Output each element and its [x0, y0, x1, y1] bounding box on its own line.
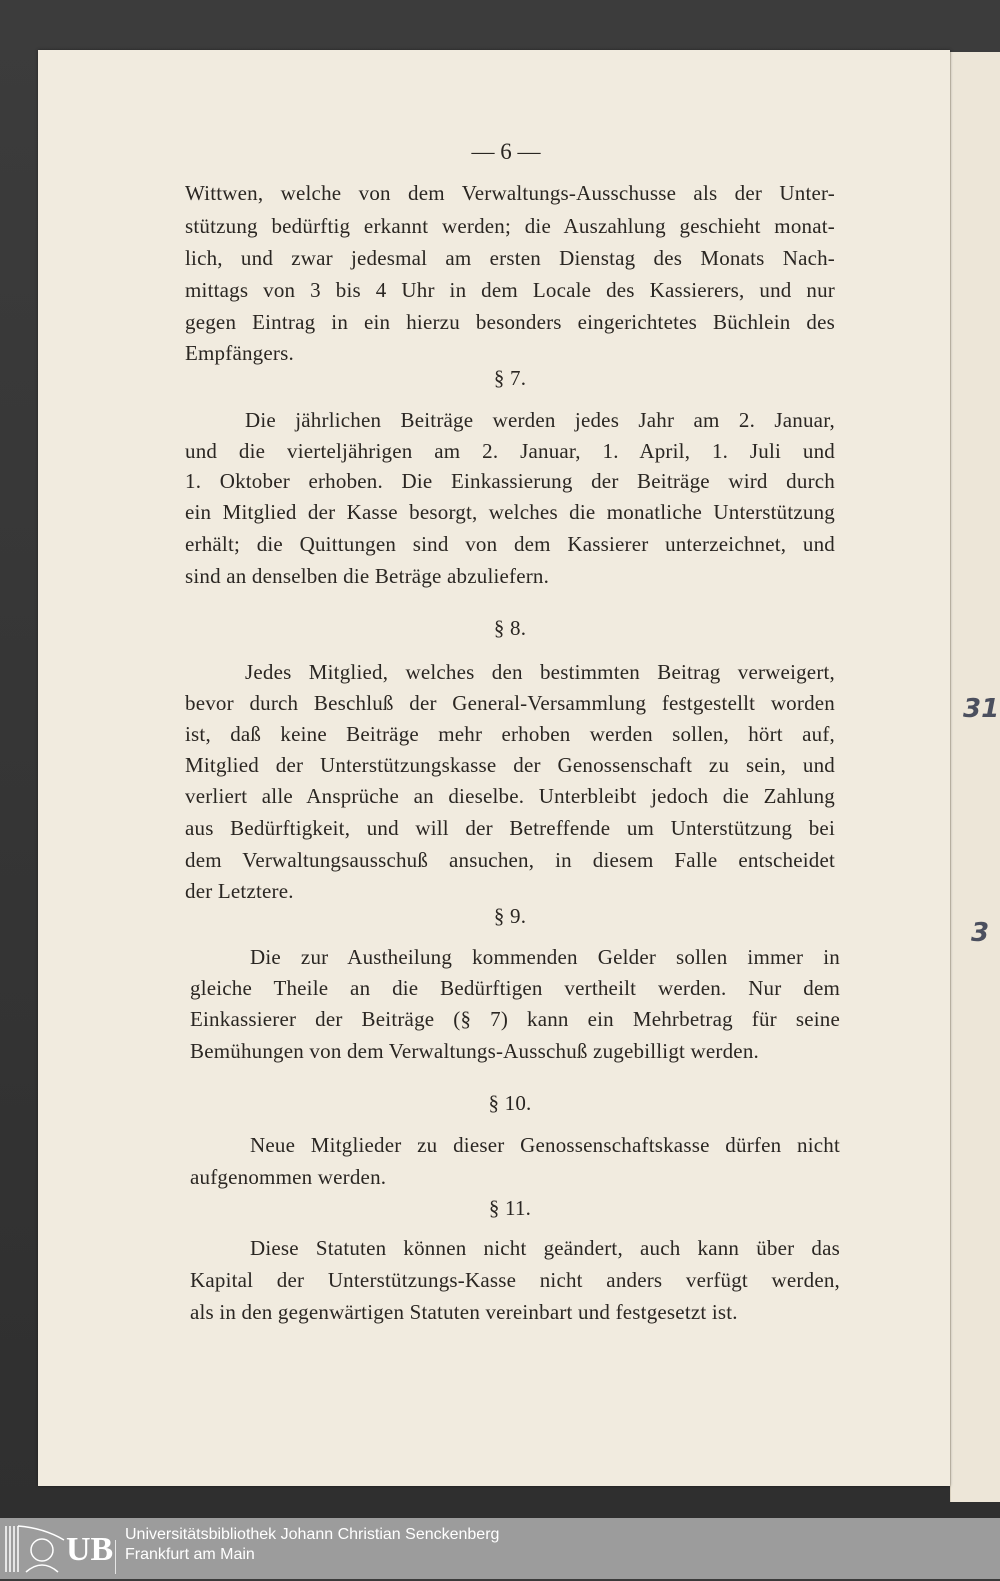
text-line: Mitglied der Unterstützungskasse der Genossenschaft zu sein, und [185, 753, 835, 777]
library-name: Universitätsbibliothek Johann Christian Senckenberg [125, 1526, 500, 1543]
section-heading: § 8. [493, 616, 527, 640]
library-footer [0, 1518, 1000, 1579]
text-line: Die zur Austheilung kommenden Gelder sollen immer in [250, 945, 840, 969]
text-line: dem Verwaltungsausschuß ansuchen, in diesem Falle entscheidet [185, 848, 835, 872]
section-heading: § 11. [488, 1196, 532, 1220]
margin-note: 3 [971, 918, 990, 948]
section-heading: § 10. [488, 1091, 532, 1115]
facing-page-edge [950, 52, 1000, 1502]
text-line: Kapital der Unterstützungs-Kasse nicht anders verfügt werden, [190, 1268, 840, 1292]
text-line: ein Mitglied der Kasse besorgt, welches die monatliche Unterstützung [185, 500, 835, 524]
text-line: Neue Mitglieder zu dieser Genossenschaftskasse dürfen nicht [250, 1133, 840, 1157]
text-line: Wittwen, welche von dem Verwaltungs-Ausschusse als der Unter- [185, 181, 835, 205]
text-line: als in den gegenwärtigen Statuten vereinbart und festgesetzt ist. [190, 1300, 738, 1324]
text-line: Bemühungen von dem Verwaltungs-Ausschuß zugebilligt werden. [190, 1039, 759, 1063]
margin-note: 31 [963, 694, 1000, 724]
text-line: aufgenommen werden. [190, 1165, 387, 1189]
page-number: — 6 — [471, 139, 541, 164]
text-line: 1. Oktober erhoben. Die Einkassierung der Beiträge wird durch [185, 469, 835, 493]
logo-text: UB [66, 1531, 114, 1568]
text-line: der Letztere. [185, 879, 294, 903]
text-line: stützung bedürftig erkannt werden; die Auszahlung geschieht monat- [185, 214, 835, 238]
text-line: und die vierteljährigen am 2. Januar, 1. April, 1. Juli und [185, 439, 835, 463]
section-heading: § 7. [493, 366, 527, 390]
text-line: aus Bedürftigkeit, und will der Betreffende um Unterstützung bei [185, 816, 835, 840]
text-line: gegen Eintrag in ein hierzu besonders eingerichtetes Büchlein des [185, 310, 835, 334]
text-line: gleiche Theile an die Bedürftigen vertheilt werden. Nur dem [190, 976, 840, 1000]
text-line: mittags von 3 bis 4 Uhr in dem Locale des Kassierers, und nur [185, 278, 835, 302]
library-logo [4, 1522, 116, 1576]
text-line: erhält; die Quittungen sind von dem Kassierer unterzeichnet, und [185, 532, 835, 556]
text-line: bevor durch Beschluß der General-Versammlung festgestellt worden [185, 691, 835, 715]
section-heading: § 9. [493, 904, 527, 928]
document-page [38, 50, 950, 1486]
text-line: Diese Statuten können nicht geändert, auch kann über das [250, 1236, 840, 1260]
text-line: sind an denselben die Beträge abzuliefern. [185, 564, 550, 588]
text-line: ist, daß keine Beiträge mehr erhoben werden sollen, hört auf, [185, 722, 835, 746]
library-city: Frankfurt am Main [125, 1546, 255, 1563]
text-line: verliert alle Ansprüche an dieselbe. Unterbleibt jedoch die Zahlung [185, 784, 835, 808]
text-line: Einkassierer der Beiträge (§ 7) kann ein Mehrbetrag für seine [190, 1007, 840, 1031]
text-line: Jedes Mitglied, welches den bestimmten Beitrag verweigert, [245, 660, 835, 684]
text-line: Empfängers. [185, 341, 294, 365]
text-line: lich, und zwar jedesmal am ersten Dienstag des Monats Nach- [185, 246, 835, 270]
text-line: Die jährlichen Beiträge werden jedes Jahr am 2. Januar, [245, 408, 835, 432]
